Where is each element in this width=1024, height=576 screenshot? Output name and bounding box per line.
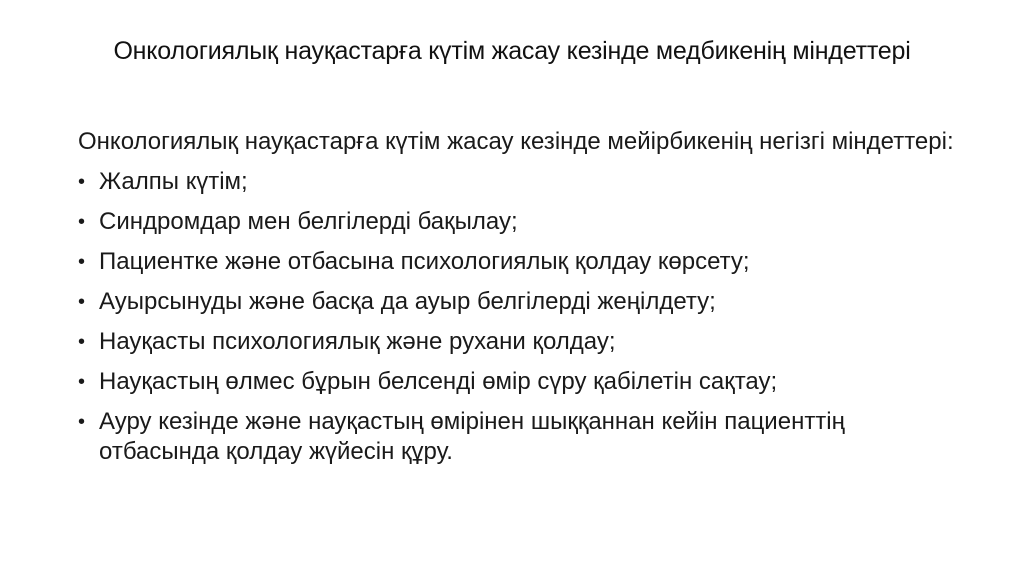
bullet-text: Ауырсынуды және басқа да ауыр белгілерді жеңілдету; (99, 288, 716, 315)
bullet-icon: • (78, 331, 86, 353)
bullet-icon: • (78, 291, 86, 313)
bullet-item (78, 207, 958, 237)
bullet-text: Жалпы күтім; (99, 168, 248, 195)
bullet-text: Синдромдар мен белгілерді бақылау; (99, 208, 518, 235)
bullet-text: Пациентке және отбасына психологиялық қолдау көрсету; (99, 248, 750, 275)
bullet-item (78, 407, 958, 467)
bullet-item (78, 247, 958, 277)
bullet-icon: • (78, 171, 86, 193)
bullet-icon: • (78, 251, 86, 273)
bullet-item (78, 367, 958, 397)
bullet-list (78, 167, 958, 467)
slide-body (78, 127, 958, 477)
slide-title: Онкологиялық науқастарға күтім жасау кезінде медбикенің міндеттері (113, 37, 911, 65)
bullet-icon: • (78, 211, 86, 233)
bullet-item (78, 327, 958, 357)
bullet-item (78, 287, 958, 317)
intro-text: Онкологиялық науқастарға күтім жасау кезінде мейірбикенің негізгі міндеттері: (78, 128, 954, 155)
bullet-icon: • (78, 411, 86, 433)
bullet-icon: • (78, 371, 86, 393)
bullet-item (78, 167, 958, 197)
bullet-text: Ауру кезінде және науқастың өмірінен шыққаннан кейін пациенттің отбасында қолдау жүйесін құру. (99, 408, 845, 465)
bullet-text: Науқастың өлмес бұрын белсенді өмір сүру қабілетін сақтау; (99, 368, 778, 395)
bullet-text: Науқасты психологиялық және рухани қолдау; (99, 328, 616, 355)
